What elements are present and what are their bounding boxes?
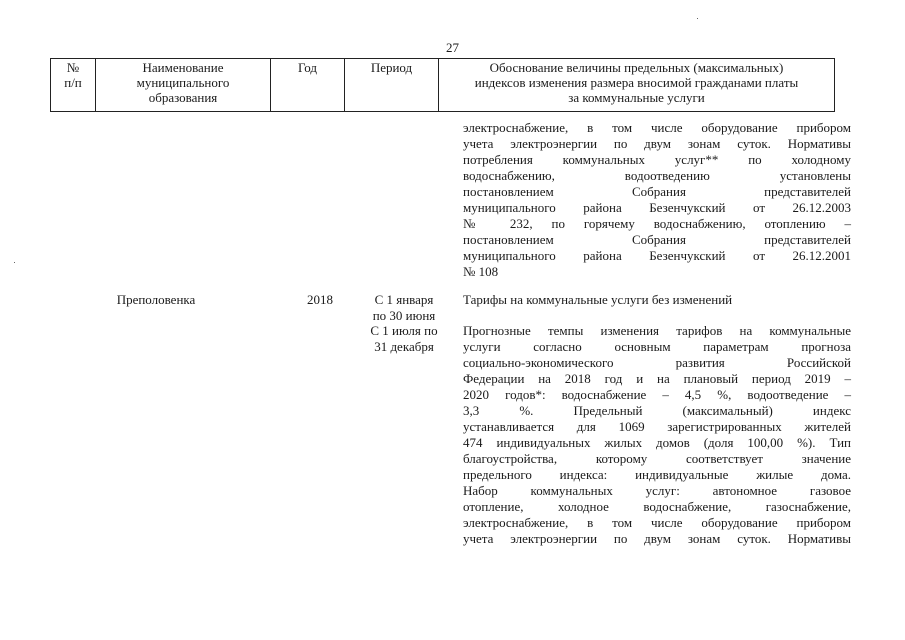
period-1-line: С 1 января xyxy=(374,292,434,307)
header-number-cell xyxy=(51,59,96,112)
text-line: № 108 xyxy=(463,264,499,279)
period-1 xyxy=(356,292,452,324)
text-line: потребления коммунальных услуг** по холодному xyxy=(463,152,851,167)
text-line: постановлением Собрания представителей xyxy=(463,184,851,199)
period-2-line: 31 декабря xyxy=(374,339,434,354)
header-period-cell xyxy=(345,59,439,112)
text-line: Прогнозные темпы изменения тарифов на коммунальные xyxy=(463,323,851,338)
text-line: благоустройства, которому соответствует значение xyxy=(463,451,851,466)
text-line: Набор коммунальных услуг: автономное газовое xyxy=(463,483,851,498)
header-col2-line: образования xyxy=(148,90,218,105)
text-line: учета электроэнергии по двум зонам суток. Нормативы xyxy=(463,531,851,546)
period-1-line: по 30 июня xyxy=(372,308,436,323)
text-line: 2020 годов*: водоснабжение – 4,5 %, водоотведение – xyxy=(463,387,851,402)
text-line: муниципального района Безенчукский от 26.12.2003 xyxy=(463,200,851,215)
header-municipality-cell xyxy=(96,59,271,112)
text-line: услуги согласно основным параметрам прогноза xyxy=(463,339,851,354)
text-line: № 232, по горячему водоснабжению, отоплению – xyxy=(463,216,851,231)
header-col1-line: п/п xyxy=(64,75,82,90)
header-justification-cell xyxy=(439,59,835,112)
text-line: предельного индекса: индивидуальные жилые дома. xyxy=(463,467,851,482)
text-line: устанавливается для 1069 зарегистрированных жителей xyxy=(463,419,851,434)
continued-justification xyxy=(463,120,851,280)
text-line: 3,3 %. Предельный (максимальный) индекс xyxy=(463,403,851,418)
text-line: Федерации на 2018 год и на плановый период 2019 – xyxy=(463,371,851,386)
text-line: 474 индивидуальных жилых домов (доля 100,00 %). Тип xyxy=(463,435,851,450)
text-line: муниципального района Безенчукский от 26.12.2001 xyxy=(463,248,851,263)
period-2 xyxy=(356,323,452,355)
header-col2-line: муниципального xyxy=(136,75,230,90)
header-col1-line: № xyxy=(66,60,80,75)
page-number: 27 xyxy=(446,40,459,55)
period-2-line: С 1 июля по xyxy=(370,323,438,338)
header-col2-line: Наименование xyxy=(142,60,224,75)
text-line: отопление, холодное водоснабжение, газоснабжение, xyxy=(463,499,851,514)
text-line: социально-экономического развития Российской xyxy=(463,355,851,370)
municipality-name: Преполовенка xyxy=(116,292,196,307)
year-value: 2018 xyxy=(307,292,333,307)
period-1-justification: Тарифы на коммунальные услуги без изменений xyxy=(463,292,733,307)
header-year-cell xyxy=(271,59,345,112)
header-col5-line: за коммунальные услуги xyxy=(568,90,705,105)
period-2-justification xyxy=(463,323,851,547)
header-col5-line: Обоснование величины предельных (максимальных) xyxy=(489,60,784,75)
scan-speck xyxy=(14,262,15,263)
text-line: учета электроэнергии по двум зонам суток. Нормативы xyxy=(463,136,851,151)
text-line: электроснабжение, в том числе оборудование прибором xyxy=(463,120,851,135)
text-line: постановлением Собрания представителей xyxy=(463,232,851,247)
header-col5-line: индексов изменения размера вносимой гражданами платы xyxy=(474,75,799,90)
header-col3-text: Год xyxy=(297,60,318,75)
text-line: электроснабжение, в том числе оборудование прибором xyxy=(463,515,851,530)
header-col4-text: Период xyxy=(370,60,413,75)
text-line: водоснабжению, водоотведению установлены xyxy=(463,168,851,183)
table-header xyxy=(50,58,835,112)
scan-speck xyxy=(697,18,698,19)
